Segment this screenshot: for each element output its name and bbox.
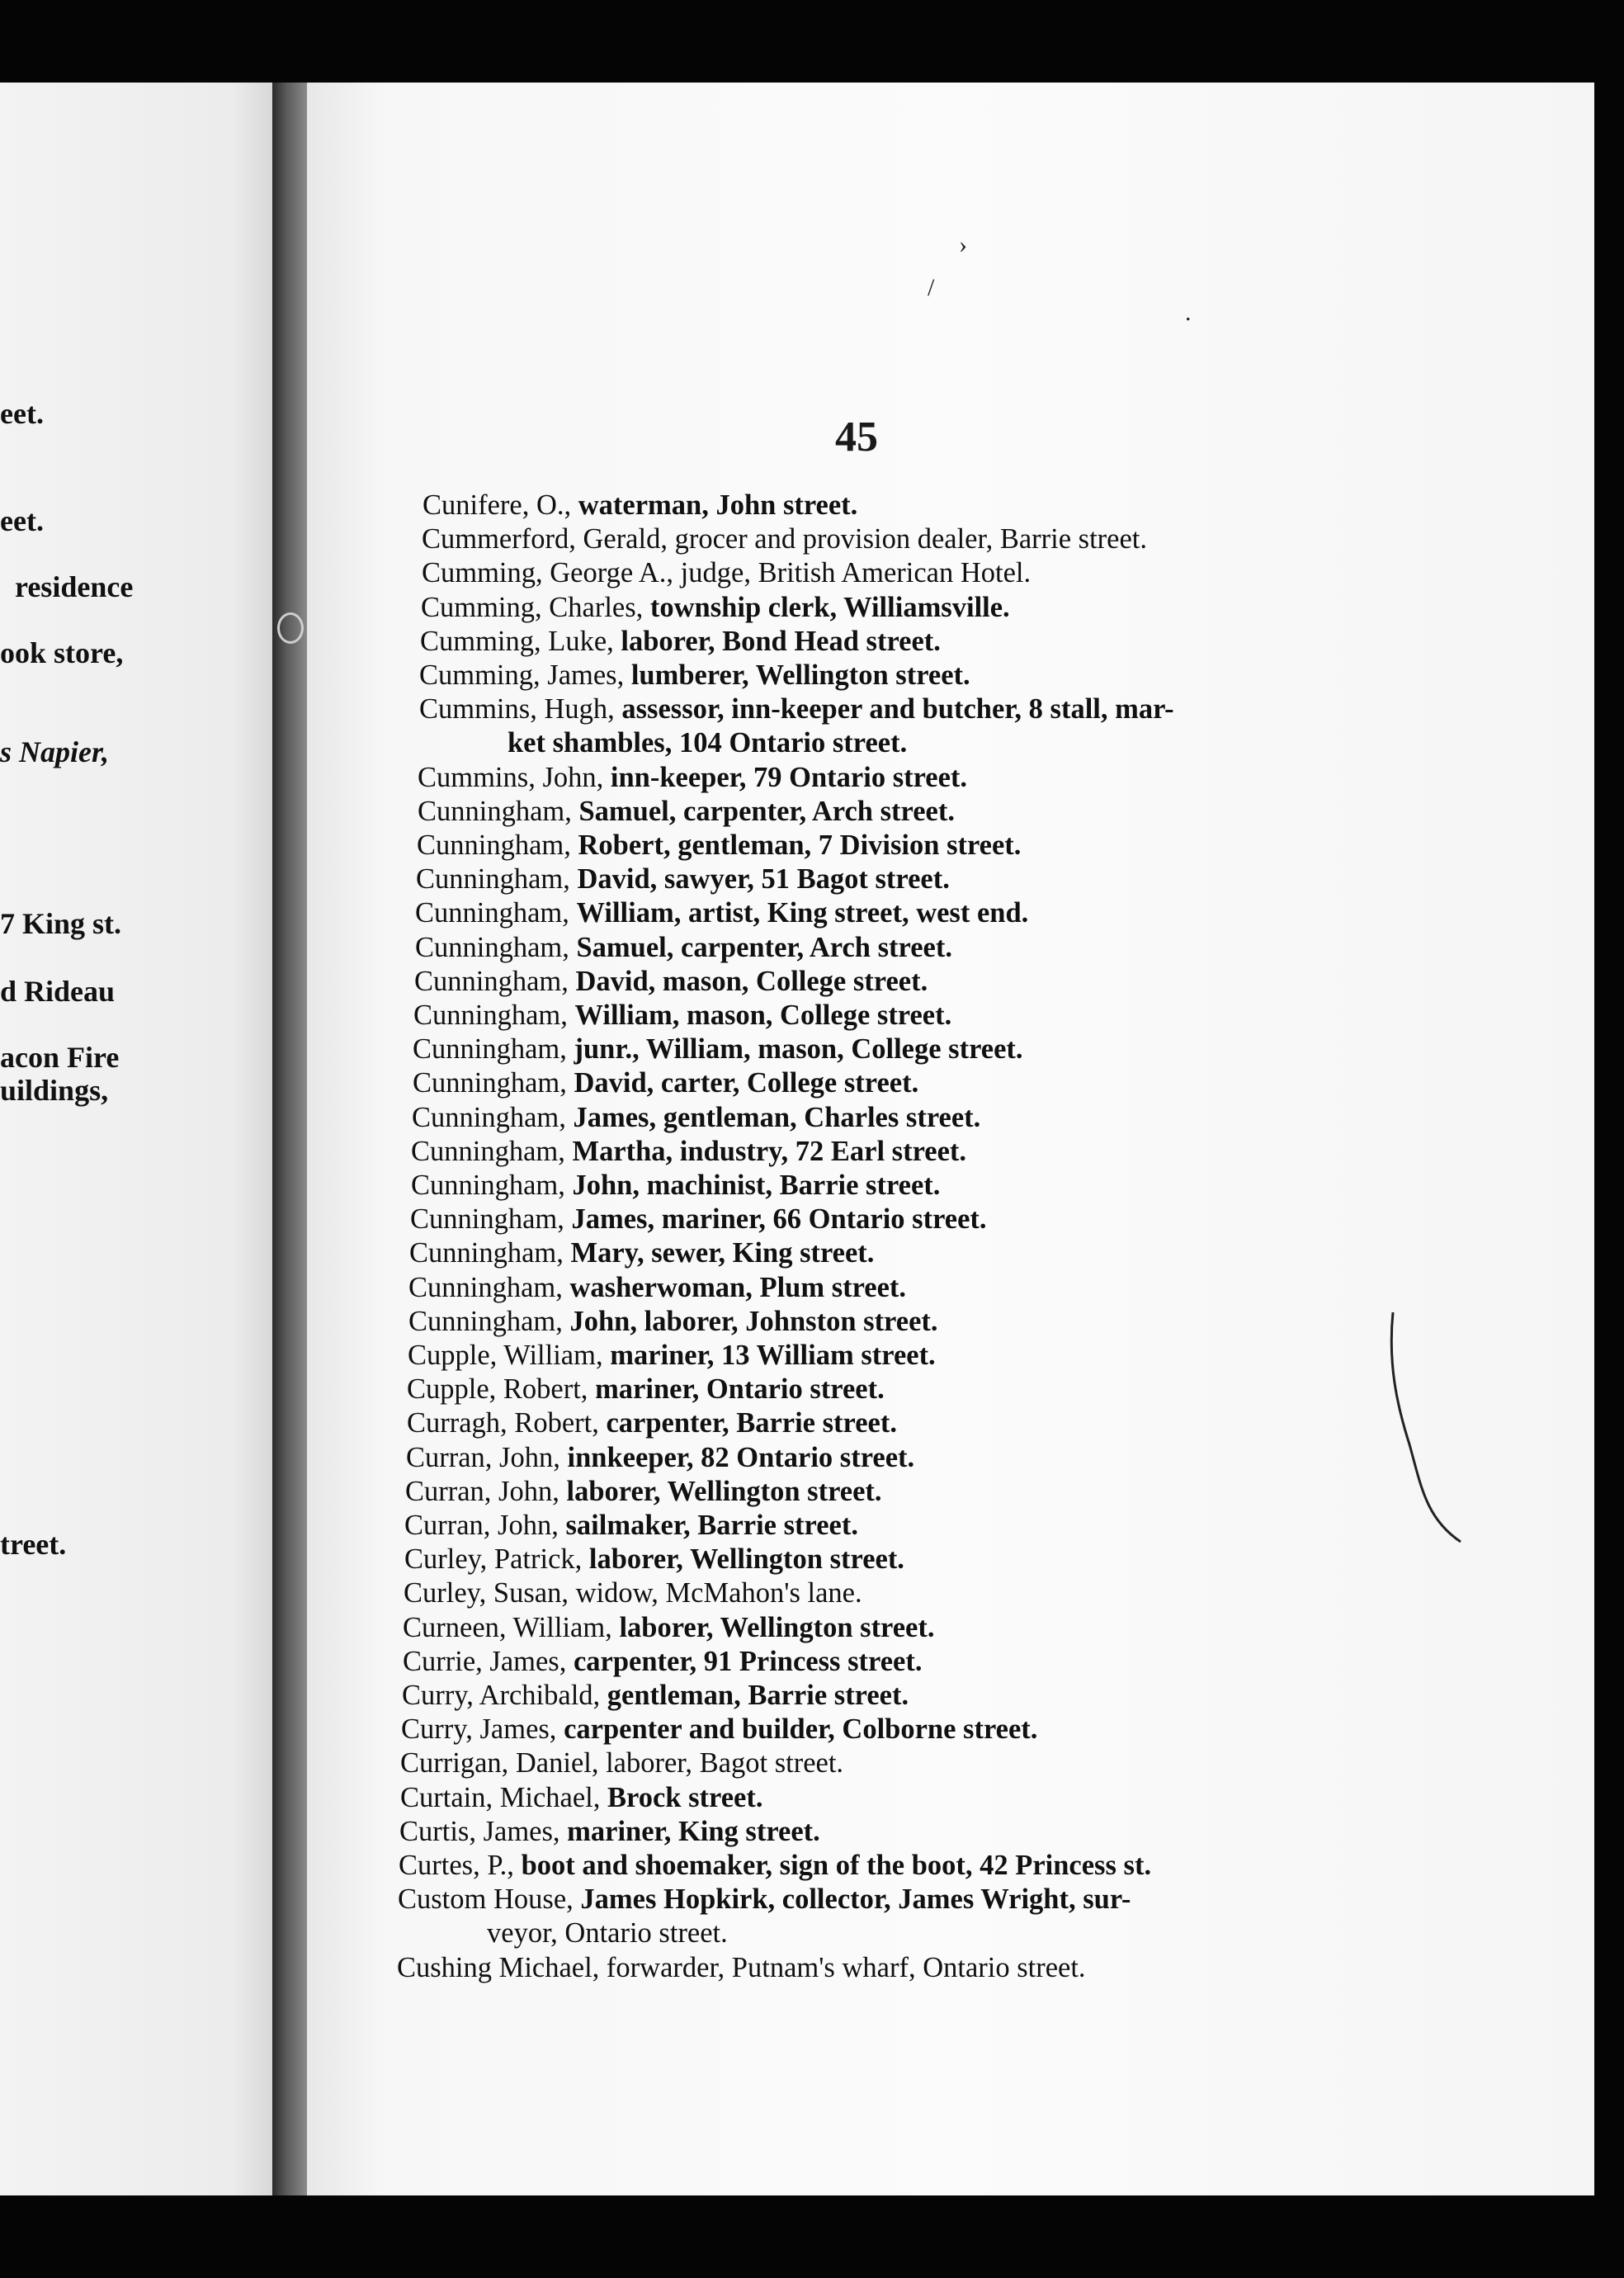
directory-entry (399, 1849, 1151, 1882)
entry-name: Cumming, James, (419, 659, 631, 691)
entry-detail: ket shambles, 104 Ontario street. (508, 727, 908, 759)
entry-detail: John, machinist, Barrie street. (572, 1170, 941, 1201)
entry-detail: Samuel, carpenter, Arch street. (578, 795, 955, 827)
entry-name: Cunningham, (415, 897, 577, 929)
directory-entry (407, 1373, 885, 1406)
entry-name: Cunningham, (413, 1033, 574, 1066)
entry-name: Cumming, Luke, (420, 625, 621, 657)
left-line: eet. (0, 504, 44, 537)
entry-detail: inn-keeper, 79 Ontario street. (610, 761, 968, 793)
left-line: d Rideau (0, 975, 116, 1008)
left-line: uildings, (0, 1074, 109, 1107)
entry-name: Cunningham, (413, 1000, 575, 1031)
directory-entry (423, 489, 857, 522)
directory-entry (410, 1203, 987, 1236)
left-line: s Napier, (0, 735, 110, 768)
entry-name: Cumming, Charles, (421, 591, 650, 623)
directory-entry (420, 625, 941, 658)
entry-name: Curran, John, (404, 1510, 566, 1541)
entry-detail: laborer, Wellington street. (588, 1543, 904, 1576)
directory-entry (415, 896, 1028, 929)
entry-detail: John, laborer, Johnston street. (569, 1305, 938, 1337)
binding-hole (277, 612, 304, 644)
directory-entry (404, 1576, 862, 1609)
entry-detail: waterman, John street. (578, 489, 858, 521)
directory-entry (415, 931, 952, 964)
left-line: treet. (0, 1528, 67, 1561)
entry-name: Cunningham, (414, 965, 576, 997)
directory-entry (411, 1169, 940, 1202)
entry-detail: laborer, Bond Head street. (621, 625, 941, 657)
entry-detail: James Hopkirk, collector, James Wright, sur- (580, 1883, 1131, 1916)
directory-entry (402, 1679, 909, 1712)
entry-name: Cummerford, Gerald, grocer and provision dealer, Barrie street. (422, 523, 1147, 555)
entry-name: Curran, John, (406, 1441, 568, 1473)
entry-detail: David, mason, College street. (575, 965, 928, 997)
directory-entry (421, 591, 1010, 624)
entry-name: Cummins, John, (418, 761, 611, 793)
entry-name: Custom House, (398, 1883, 581, 1916)
entry-name: Cunningham, (408, 1305, 570, 1337)
entry-detail: David, sawyer, 51 Bagot street. (577, 863, 950, 896)
entry-detail: Samuel, carpenter, Arch street. (576, 931, 952, 963)
entry-detail: innkeeper, 82 Ontario street. (567, 1441, 915, 1473)
directory-entry (419, 659, 970, 692)
directory-entry (412, 1101, 980, 1134)
entry-name: veyor, Ontario street. (487, 1917, 728, 1950)
entry-name: Curran, John, (405, 1475, 567, 1507)
entry-name: Currie, James, (403, 1645, 574, 1677)
entry-name: Curry, James, (401, 1713, 564, 1746)
entry-detail: assessor, inn-keeper and butcher, 8 stall, mar- (621, 693, 1174, 725)
entry-detail: sailmaker, Barrie street. (565, 1510, 858, 1541)
entry-name: Cushing Michael, forwarder, Putnam's wharf, Ontario street. (397, 1951, 1086, 1983)
entry-detail: carpenter, 91 Princess street. (573, 1645, 923, 1677)
entry-detail: carpenter, Barrie street. (606, 1407, 897, 1439)
directory-entry (408, 1339, 936, 1372)
entry-name: Cunningham, (417, 829, 578, 861)
entry-detail: mariner, 13 William street. (610, 1340, 936, 1371)
entry-name: Curragh, Robert, (407, 1407, 607, 1439)
directory-entry (405, 1475, 882, 1508)
directory-entry (399, 1815, 820, 1848)
entry-name: Cunningham, (410, 1203, 572, 1236)
directory-entry (397, 1951, 1086, 1984)
directory-entry (409, 1236, 874, 1269)
entry-detail: lumberer, Wellington street. (630, 659, 970, 691)
entry-detail: James, gentleman, Charles street. (573, 1101, 981, 1133)
left-line: residence (15, 570, 134, 603)
entry-name: Cummins, Hugh, (419, 693, 622, 725)
directory-entry (413, 1066, 918, 1099)
entry-name: Cunningham, (415, 931, 577, 963)
entry-name: Cunningham, (413, 1067, 574, 1099)
entry-detail: junr., William, mason, College street. (574, 1033, 1023, 1066)
entry-detail: washerwoman, Plum street. (569, 1271, 907, 1303)
entry-name: Currigan, Daniel, laborer, Bagot street. (400, 1747, 844, 1779)
entry-name: Curtain, Michael, (400, 1781, 608, 1813)
entry-detail: gentleman, Barrie street. (607, 1680, 909, 1711)
directory-entry (398, 1883, 1131, 1916)
entry-detail: Robert, gentleman, 7 Division street. (578, 829, 1022, 861)
entry-name: Curley, Patrick, (404, 1543, 589, 1576)
entry-detail: Mary, sewer, King street. (570, 1237, 875, 1269)
entry-detail: Martha, industry, 72 Earl street. (572, 1135, 967, 1167)
directory-entry (416, 863, 950, 896)
entry-detail: laborer, Wellington street. (566, 1475, 882, 1507)
entry-name: Curtes, P., (399, 1850, 522, 1881)
directory-entry (400, 1781, 762, 1814)
directory-entry (400, 1746, 843, 1779)
entry-name: Cunifere, O., (423, 489, 578, 521)
page-number: 45 (835, 414, 878, 461)
stray-mark: › (959, 231, 967, 258)
directory-entry (508, 726, 907, 759)
directory-entry (408, 1271, 906, 1304)
directory-entry (414, 965, 928, 998)
stray-mark: / (928, 274, 935, 301)
entry-detail: William, mason, College street. (574, 1000, 952, 1031)
directory-page (307, 83, 1594, 2195)
left-line: ook store, (0, 636, 124, 669)
pen-stroke-mark (1385, 1312, 1484, 1560)
directory-entry (403, 1645, 922, 1678)
entry-detail: mariner, Ontario street. (595, 1373, 885, 1406)
directory-entry (419, 692, 1174, 725)
entry-detail: mariner, King street. (567, 1815, 820, 1847)
directory-entry (413, 1033, 1023, 1066)
directory-entry (401, 1713, 1037, 1746)
entry-name: Cupple, William, (408, 1340, 611, 1371)
entry-detail: boot and shoemaker, sign of the boot, 42 Princess st. (521, 1850, 1152, 1881)
entry-detail: William, artist, King street, west end. (576, 897, 1029, 929)
directory-entry (411, 1135, 966, 1168)
left-line: eet. (0, 397, 44, 430)
entry-name: Cunningham, (416, 863, 578, 896)
entry-name: Cunningham, (418, 795, 579, 827)
entry-detail: Brock street. (607, 1781, 763, 1813)
entry-detail: James, mariner, 66 Ontario street. (571, 1203, 987, 1236)
directory-entry (418, 795, 955, 828)
directory-entry (406, 1441, 914, 1474)
entry-name: Curneen, William, (403, 1611, 620, 1643)
directory-entry (408, 1305, 938, 1338)
left-line: 7 King st. (0, 907, 122, 940)
entry-name: Cunningham, (408, 1271, 570, 1303)
directory-entry (418, 761, 967, 794)
entry-name: Cunningham, (409, 1237, 571, 1269)
directory-entry (404, 1509, 858, 1542)
entry-name: Curry, Archibald, (402, 1680, 607, 1711)
left-line: acon Fire (0, 1041, 120, 1074)
directory-entry (422, 522, 1147, 555)
directory-entry (417, 829, 1021, 862)
entry-name: Cupple, Robert, (407, 1373, 596, 1406)
stray-mark: . (1185, 299, 1192, 326)
left-page-fragment (0, 83, 272, 2195)
entry-name: Curley, Susan, widow, McMahon's lane. (404, 1577, 862, 1609)
directory-entries (307, 83, 1594, 2195)
entry-detail: laborer, Wellington street. (619, 1611, 935, 1643)
entry-name: Cunningham, (412, 1101, 574, 1133)
directory-entry (404, 1543, 904, 1576)
directory-entry (403, 1611, 934, 1644)
entry-name: Cumming, George A., judge, British American Hotel. (422, 557, 1032, 589)
directory-entry (487, 1916, 728, 1950)
directory-entry (422, 556, 1031, 589)
entry-name: Cunningham, (411, 1170, 573, 1201)
directory-entry (407, 1406, 897, 1439)
entry-detail: David, carter, College street. (574, 1067, 919, 1099)
entry-detail: township clerk, Williamsville. (649, 591, 1010, 623)
entry-name: Cunningham, (411, 1135, 573, 1167)
entry-detail: carpenter and builder, Colborne street. (564, 1713, 1038, 1746)
book-gutter (272, 83, 307, 2195)
directory-entry (413, 999, 951, 1032)
entry-name: Curtis, James, (399, 1815, 568, 1847)
